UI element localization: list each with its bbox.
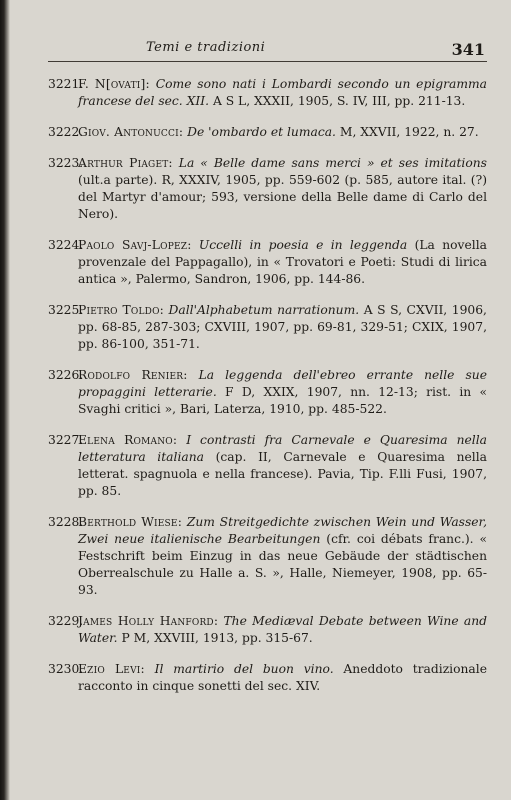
- entry-number: 3221.: [48, 77, 84, 91]
- entry-author: F. N[ovati]:: [78, 77, 150, 91]
- running-title: Temi e tradizioni: [146, 40, 266, 55]
- entry-body: [78, 514, 487, 599]
- page-header: [48, 40, 485, 59]
- entry-author: Ezio Levi:: [78, 662, 145, 676]
- entry-details: (ult.a parte). R, XXXIV, 1905, pp. 559-602 (p. 585, autore ital. (?) del Martyr d'amour; 593, versione della Belle dame di Carlo del Nero).: [78, 173, 487, 221]
- entry-number: 3222.: [48, 125, 84, 139]
- entry-details: F D, XXIX, 1907, nn. 12-13; rist. in « Svaghi critici », Bari, Laterza, 1910, pp. 485-522.: [78, 385, 487, 416]
- bibliography-entry: [48, 302, 487, 353]
- entry-details: (cfr. coi débats franc.). « Festschrift beim Einzug in das neue Gebäude der städtischen Oberrealschule zu Halle a. S. », Halle, Niemeyer, 1908, pp. 65-93.: [78, 532, 487, 597]
- entry-number: 3224.: [48, 238, 84, 252]
- bibliography-entry: [48, 432, 487, 500]
- entry-body: [78, 367, 487, 418]
- entry-author: Elena Romano:: [78, 433, 178, 447]
- entry-body: [78, 124, 487, 141]
- entry-author: Giov. Antonucci:: [78, 125, 184, 139]
- entry-details: A S S, CXVII, 1906, pp. 68-85, 287-303; CXVIII, 1907, pp. 69-81, 329-51; CXIX, 1907, pp. 86-100, 351-71.: [78, 303, 487, 351]
- bibliography-entry: [48, 237, 487, 288]
- entry-details: Aneddoto tradizionale racconto in cinque sonetti del sec. XIV.: [78, 662, 487, 693]
- entry-title: Il martirio del buon vino.: [154, 662, 334, 676]
- entry-details: (La novella provenzale del Pappagallo), in « Trovatori e Poeti: Studi di lirica antica », Palermo, Sandron, 1906, pp. 144-86.: [78, 238, 487, 286]
- entry-title: De 'ombardo et lumaca.: [187, 125, 336, 139]
- entry-body: [78, 237, 487, 288]
- entry-title: Come sono nati i Lombardi secondo un epigramma francese del sec. XII.: [78, 77, 487, 108]
- bibliography-entry: [48, 367, 487, 418]
- entry-details: P M, XXVIII, 1913, pp. 315-67.: [121, 631, 313, 645]
- entry-number: 3230.: [48, 662, 84, 676]
- entry-title: Dall'Alphabetum narrationum.: [168, 303, 360, 317]
- bibliography-entry: [48, 124, 487, 141]
- entry-body: [78, 155, 487, 223]
- entry-title: The Mediæval Debate between Wine and Water.: [78, 614, 487, 645]
- bibliography-entry: [48, 155, 487, 223]
- entry-body: [78, 613, 487, 647]
- entry-details: A S L, XXXII, 1905, S. IV, III, pp. 211-13.: [212, 94, 466, 108]
- bibliography-list: [48, 76, 487, 709]
- header-rule: [48, 61, 487, 62]
- entry-body: [78, 76, 487, 110]
- entry-number: 3223.: [48, 156, 84, 170]
- entry-author: Arthur Piaget:: [78, 156, 173, 170]
- entry-number: 3227.: [48, 433, 84, 447]
- page-binding-edge: [0, 0, 10, 800]
- entry-title: I contrasti fra Carnevale e Quaresima nella letteratura italiana: [78, 433, 487, 464]
- entry-title: Uccelli in poesia e in leggenda: [198, 238, 408, 252]
- entry-number: 3226.: [48, 368, 84, 382]
- bibliography-entry: [48, 661, 487, 695]
- page-number: 341: [451, 40, 485, 59]
- entry-body: [78, 661, 487, 695]
- entry-author: Pietro Toldo:: [78, 303, 164, 317]
- entry-number: 3229.: [48, 614, 84, 628]
- bibliography-entry: [48, 514, 487, 599]
- entry-body: [78, 432, 487, 500]
- entry-title: La « Belle dame sans merci » et ses imitations: [178, 156, 487, 170]
- bibliography-entry: [48, 76, 487, 110]
- entry-author: Berthold Wiese:: [78, 515, 183, 529]
- entry-author: Paolo Savj-Lopez:: [78, 238, 192, 252]
- entry-title: Zum Streitgedichte zwischen Wein und Wasser, Zwei neue italienische Bearbeitungen: [78, 515, 487, 546]
- entry-title: La leggenda dell'ebreo errante nelle sue propaggini letterarie.: [78, 368, 487, 399]
- entry-author: James Holly Hanford:: [78, 614, 219, 628]
- entry-author: Rodolfo Renier:: [78, 368, 188, 382]
- entry-number: 3228.: [48, 515, 84, 529]
- bibliography-entry: [48, 613, 487, 647]
- entry-number: 3225.: [48, 303, 84, 317]
- entry-details: (cap. II, Carnevale e Quaresima nella letterat. spagnuola e nella francese). Pavia, Tip. F.lli Fusi, 1907, pp. 85.: [78, 450, 487, 498]
- entry-details: M, XXVII, 1922, n. 27.: [339, 125, 479, 139]
- entry-body: [78, 302, 487, 353]
